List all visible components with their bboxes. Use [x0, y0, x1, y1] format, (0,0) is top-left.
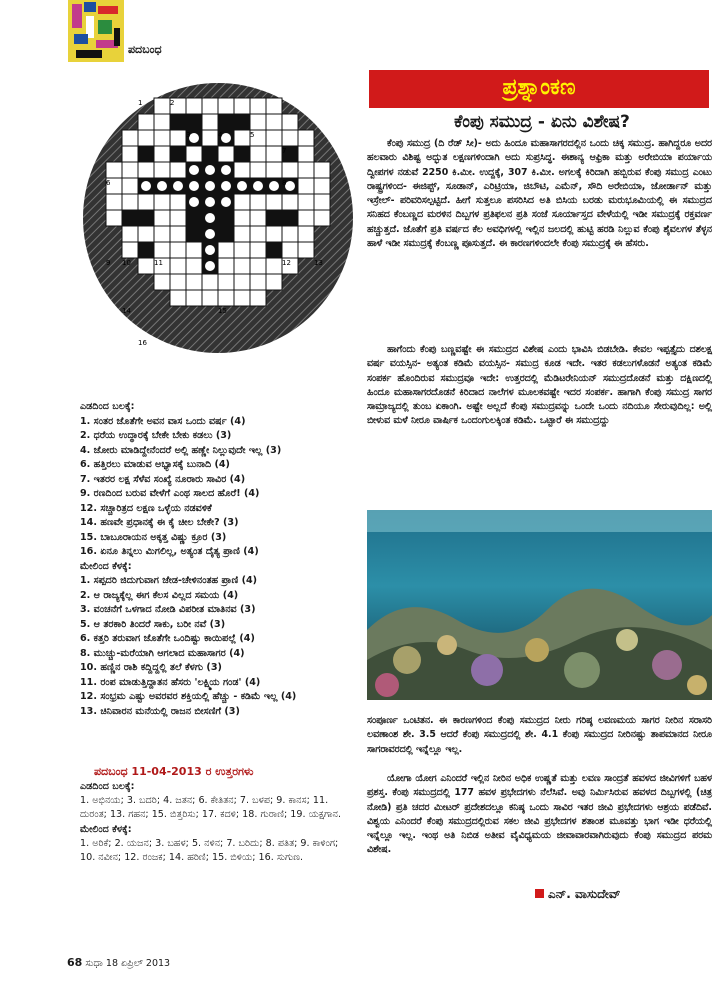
grid-cell[interactable] [266, 226, 282, 242]
grid-cell[interactable] [298, 194, 314, 210]
grid-cell[interactable] [186, 274, 202, 290]
grid-block [122, 210, 138, 226]
flower-ornament-icon [205, 197, 215, 207]
section-banner-title: ಪ್ರಶ್ನಾಂಕಣ [502, 75, 576, 100]
flower-ornament-icon [221, 181, 231, 191]
grid-cell[interactable] [218, 98, 234, 114]
grid-cell[interactable] [186, 290, 202, 306]
grid-cell[interactable] [298, 130, 314, 146]
grid-cell[interactable] [202, 130, 218, 146]
down-clue: 8. ಮುಚ್ಚು-ಮರೆಯಾಗಿ ಆಗಲಾದ ಮಹಾಸಾಗರ (4) [80, 647, 245, 659]
flower-ornament-icon [221, 133, 231, 143]
grid-cell[interactable] [282, 114, 298, 130]
clue-number: 16 [138, 339, 147, 347]
page-number: 68 [67, 956, 83, 969]
clue-number: 3 [186, 131, 191, 139]
answers-across-text: 1. ಅಭಿನಯ; 3. ಬದರಿ; 4. ಜತನ; 6. ಕೇತಿತನ; 7. ಬಳಪ; 9. ಕಾನಸ; 11. ದುರಂತ; 13. ಗಹನ; 15. ಬಿತ್ತರಿಸು; 17. ಕದಳಿ; 18. ಗುರಾಣಿ; 19. ಯಕ್ಷಗಾನ. [80, 795, 342, 821]
grid-cell[interactable] [106, 194, 122, 210]
grid-cell[interactable] [234, 194, 250, 210]
flower-ornament-icon [141, 181, 151, 191]
grid-cell[interactable] [298, 146, 314, 162]
flower-ornament-icon [189, 181, 199, 191]
flower-ornament-icon [205, 245, 215, 255]
grid-cell[interactable] [234, 290, 250, 306]
grid-cell[interactable] [282, 162, 298, 178]
grid-cell[interactable] [234, 258, 250, 274]
answers-down-heading: ಮೇಲಿಂದ ಕೆಳಕ್ಕೆ: [80, 823, 132, 835]
author-byline [535, 887, 620, 902]
grid-cell[interactable] [138, 226, 154, 242]
flower-ornament-icon [189, 197, 199, 207]
grid-cell[interactable] [250, 210, 266, 226]
grid-cell[interactable] [266, 258, 282, 274]
grid-cell[interactable] [234, 130, 250, 146]
grid-cell[interactable] [298, 210, 314, 226]
grid-cell[interactable] [314, 194, 330, 210]
clue-lists [80, 400, 370, 719]
grid-block [170, 114, 186, 130]
grid-cell[interactable] [266, 98, 282, 114]
grid-cell[interactable] [314, 210, 330, 226]
grid-cell[interactable] [266, 162, 282, 178]
grid-cell[interactable] [154, 146, 170, 162]
grid-cell[interactable] [234, 274, 250, 290]
grid-cell[interactable] [250, 162, 266, 178]
grid-block [202, 146, 218, 162]
grid-cell[interactable] [122, 178, 138, 194]
grid-cell[interactable] [170, 162, 186, 178]
down-heading: ಮೇಲಿಂದ ಕೆಳಕ್ಕೆ: [80, 560, 132, 572]
grid-cell[interactable] [298, 226, 314, 242]
grid-cell[interactable] [314, 162, 330, 178]
grid-cell[interactable] [138, 162, 154, 178]
grid-block [186, 114, 202, 130]
grid-cell[interactable] [170, 258, 186, 274]
answers-down-text: 1. ಅರಿಕೆ; 2. ಯಜನ; 3. ಬಹಳ; 5. ನಳಿನ; 7. ಬರಿದು; 8. ಪತಿತ; 9. ಕಾಳಿಂಗ; 10. ನವೀನ; 12. ರಂಜಕ; 14. ಹರಿಣಿ; 15. ಬಿಳಿಯ; 16. ಸುಗುಣ. [80, 837, 339, 864]
grid-cell[interactable] [234, 226, 250, 242]
flower-ornament-icon [205, 165, 215, 175]
grid-block [138, 242, 154, 258]
crossword-logo-icon [68, 0, 124, 62]
across-clue: 7. ಇತರರ ಲಕ್ಷ ಸೆಳೆವ ಸಂಖ್ಯೆ ನೂರಾರು ಸಾವಿರ (4) [80, 473, 246, 485]
article-paragraph: ಸಂಪೂರ್ಣ ಒಂಟಿತನ. ಈ ಕಾರಣಗಳಿಂದ ಕೆಂಪು ಸಮುದ್ರದ ನೀರು ಗರಿಷ್ಠ ಲವಣಮಯ ಸಾಗರ ನೀರಿನ ಸರಾಸರಿ ಲವಣಾಂಶ ಶೇ. 3.5 ಆದರೆ ಕೆಂಪು ಸಮುದ್ರದಲ್ಲಿ ಶೇ. 4.1 ಕೆಂಪು ಸಮುದ್ರದ ನೀರಿನಷ್ಟು ತಾಪಮಾನದ ನೀರೂ ಸಾಗರಾವರದಲ್ಲಿ ಇನ್ನೆಲ್ಲೂ ಇಲ್ಲ. [367, 715, 712, 755]
grid-cell[interactable] [186, 98, 202, 114]
down-clue: 1. ಸಪ್ಪದರಿ ಜಿದುಗುವಾಗ ಜೇಡ-ಚೇಳಿನಂತಹ ಪ್ರಾಣಿ (4) [80, 575, 258, 586]
answers-block [80, 780, 352, 865]
across-heading: ಎಡದಿಂದ ಬಲಕ್ಕೆ: [80, 401, 135, 412]
flower-ornament-icon [157, 181, 167, 191]
grid-cell[interactable] [138, 258, 154, 274]
grid-cell[interactable] [138, 114, 154, 130]
grid-cell[interactable] [202, 114, 218, 130]
clue-number: 2 [170, 99, 175, 107]
down-clue: 6. ಕತ್ತರಿ ತರುವಾಗ ಜೊತೆಗೇ ಒಂದಿಷ್ಟು ಕಾಯಿಪಲ್ಲೆ (4) [80, 633, 255, 644]
across-clue: 2. ಧರೆಯ ಉದ್ಧಾರಕ್ಕೆ ಬೇಕೇ ಬೇಕು ಕಡಲು (3) [80, 430, 232, 441]
across-clue: 15. ಬಾಬೂರಾಯನ ಅಕ್ಕತ್ತ ವಿಷ್ಣು ಕ್ರೂರ (3) [80, 531, 227, 543]
grid-cell[interactable] [170, 194, 186, 210]
grid-cell[interactable] [106, 162, 122, 178]
flower-ornament-icon [173, 181, 183, 191]
grid-cell[interactable] [250, 98, 266, 114]
grid-cell[interactable] [298, 162, 314, 178]
clue-number: 6 [106, 179, 111, 187]
clue-number: 11 [154, 259, 163, 267]
red-square-icon [535, 889, 544, 898]
grid-cell[interactable] [122, 194, 138, 210]
clue-number: 7 [282, 147, 287, 155]
grid-cell[interactable] [170, 290, 186, 306]
grid-cell[interactable] [250, 146, 266, 162]
section-name: ಪದಬಂಧ [128, 43, 162, 56]
grid-block [138, 146, 154, 162]
grid-cell[interactable] [122, 162, 138, 178]
grid-cell[interactable] [234, 242, 250, 258]
grid-cell[interactable] [154, 274, 170, 290]
down-clue: 11. ರಂಪ ಮಾಡುತ್ತಿದ್ದಾತನ ಹೆಸರು 'ಲಕ್ಷ್ಮಿಯ ಗಂಡ' (4) [80, 676, 261, 688]
flower-ornament-icon [253, 181, 263, 191]
flower-ornament-icon [269, 181, 279, 191]
grid-block [282, 210, 298, 226]
grid-cell[interactable] [234, 210, 250, 226]
grid-cell[interactable] [250, 290, 266, 306]
grid-block [186, 210, 202, 226]
down-clue: 3. ವಂಚನೆಗೆ ಒಳಗಾದ ನೋಡಿ ವಿಪರೀತ ಮಾತಿನವ (3) [80, 604, 256, 615]
clue-number: 1 [138, 99, 143, 107]
across-clue: 12. ಸಚ್ಚಾರಿತ್ರದ ಲಕ್ಷಣ ಒಳ್ಳೆಯ ನಡವಳಿಕೆ [80, 502, 212, 514]
flower-ornament-icon [205, 229, 215, 239]
flower-ornament-icon [221, 165, 231, 175]
grid-cell[interactable] [122, 242, 138, 258]
grid-cell[interactable] [282, 130, 298, 146]
grid-cell[interactable] [170, 226, 186, 242]
grid-cell[interactable] [282, 226, 298, 242]
grid-cell[interactable] [186, 146, 202, 162]
grid-cell[interactable] [138, 130, 154, 146]
grid-block [266, 210, 282, 226]
flower-ornament-icon [237, 181, 247, 191]
grid-cell[interactable] [154, 114, 170, 130]
flower-ornament-icon [189, 165, 199, 175]
grid-cell[interactable] [218, 290, 234, 306]
flower-ornament-icon [205, 213, 215, 223]
grid-cell[interactable] [138, 194, 154, 210]
down-clue: 13. ಚಿನಿವಾರನ ಮನೆಯಲ್ಲಿ ರಾಜನ ಬೀಸಣಿಗೆ (3) [80, 705, 240, 717]
grid-cell[interactable] [154, 130, 170, 146]
grid-cell[interactable] [250, 274, 266, 290]
grid-cell[interactable] [154, 242, 170, 258]
grid-cell[interactable] [218, 258, 234, 274]
grid-cell[interactable] [218, 274, 234, 290]
clue-number: 9 [106, 259, 111, 267]
grid-cell[interactable] [250, 114, 266, 130]
down-clue: 12. ಸಂಭ್ರಮ ಎಷ್ಟು ಅವರವರ ಶಕ್ತಿಯಲ್ಲಿ ಹೆಚ್ಚು - ಕಡಿಮೆ ಇಲ್ಲ (4) [80, 691, 297, 702]
grid-block [234, 114, 250, 130]
grid-cell[interactable] [170, 274, 186, 290]
grid-cell[interactable] [298, 242, 314, 258]
flower-ornament-icon [205, 261, 215, 271]
grid-cell[interactable] [234, 98, 250, 114]
grid-cell[interactable] [154, 162, 170, 178]
clue-number: 8 [282, 179, 287, 187]
answers-title: ಪದಬಂಧ 11-04-2013 ರ ಉತ್ತರಗಳು [94, 765, 254, 778]
down-clue: 5. ಆ ತರಕಾರಿ ತಿಂದರೆ ಸಾಕು, ಬರೀ ನವೆ (3) [80, 618, 226, 630]
answers-across-heading: ಎಡದಿಂದ ಬಲಕ್ಕೆ: [80, 781, 135, 792]
across-clue: 14. ಹಣವೇ ಪ್ರಧಾನಕ್ಕೆ ಈ ಕೈ ಚೀಲ ಬೇಕೇ? (3) [80, 517, 239, 528]
grid-block [218, 226, 234, 242]
down-clue: 10. ಹಣ್ಣಿನ ರಾಶಿ ಕದ್ದಿದ್ದಲ್ಲಿ ತಲೆ ಕೆಳಗು (3) [80, 662, 222, 673]
grid-cell[interactable] [170, 242, 186, 258]
grid-block [138, 210, 154, 226]
grid-cell[interactable] [186, 242, 202, 258]
grid-cell[interactable] [266, 130, 282, 146]
flower-ornament-icon [285, 181, 295, 191]
coral-reef-photo [367, 510, 712, 700]
grid-cell[interactable] [154, 194, 170, 210]
across-clue: 16. ಏನೂ ತಿನ್ನಲು ಮಿಗಲಿಲ್ಲ, ಅತ್ಯಂತ ದೈತ್ಯ ಪ್ರಾಣಿ (4) [80, 546, 259, 557]
flower-ornament-icon [221, 197, 231, 207]
grid-cell[interactable] [218, 146, 234, 162]
clue-number: 4 [218, 131, 223, 139]
grid-cell[interactable] [266, 274, 282, 290]
clue-number: 10 [122, 259, 131, 267]
grid-cell[interactable] [186, 258, 202, 274]
grid-cell[interactable] [106, 210, 122, 226]
flower-ornament-icon [205, 181, 215, 191]
grid-cell[interactable] [154, 210, 170, 226]
grid-cell[interactable] [122, 146, 138, 162]
article-paragraph: ಯೋಗಾ ಯೋಗ ಎನಿಂದರೆ ಇಲ್ಲಿನ ನೀರಿನ ಅಧಿಕ ಉಷ್ಣತೆ ಮತ್ತು ಲವಣ ಸಾಂದ್ರತೆ ಹವಳದ ಜೀವಿಗಳಿಗೆ ಬಹಳ ಪ್ರಶಸ್ತ. ಕೆಂಪು ಸಮುದ್ರದಲ್ಲಿ 177 ಹವಳ ಪ್ರಭೇದಗಳು ನೆಲೆಸಿವೆ. ಅವು ನಿರ್ಮಿಸಿರುವ ಹವಳದ ದಿಬ್ಬಗಳಲ್ಲಿ (ಚಿತ್ರ ನೋಡಿ) ಪ್ರತಿ ಚದರ ಮೀಟರ್ ಪ್ರದೇಶದಲ್ಲೂ ಕನಿಷ್ಠ ಒಂದು ಸಾವಿರ ಇತರ ಜೀವಿ ಪ್ರಭೇದಗಳು ಆಶ್ರಯ ಪಡೆದಿವೆ. ವಿಶ್ವಯ ಎನಿಂದರೆ ಕೆಂಪು ಸಮುದ್ರದಲ್ಲಿರುವ ಸಕಲ ಜೀವಿ ಪ್ರಭೇದಗಳ ಶತಾಂಶ ಮೂವತ್ತು ಭಾಗ ಇಡೀ ಧರೆಯಲ್ಲಿ ಇನ್ನೆಲ್ಲೂ ಇಲ್ಲ. ಇಂಥ ಅತಿ ನಿಬಿಡ ಅತೀವ ವೈವಿಧ್ಯಮಯ ಜೀವಾವಾರವಾಗಿರುವುದು ಕೆಂಪು ಸಮುದ್ರದ ಪರಮ ವಿಶೇಷ. [367, 773, 712, 856]
grid-cell[interactable] [314, 178, 330, 194]
grid-cell[interactable] [250, 226, 266, 242]
grid-cell[interactable] [202, 98, 218, 114]
grid-block [186, 226, 202, 242]
grid-cell[interactable] [202, 274, 218, 290]
grid-block [234, 146, 250, 162]
grid-cell[interactable] [250, 242, 266, 258]
grid-block [266, 242, 282, 258]
article-paragraph: ಕೆಂಪು ಸಮುದ್ರ (ದಿ ರೆಡ್ ಸೀ)- ಅದು ಹಿಂದೂ ಮಹಾಸಾಗರದಲ್ಲಿನ ಒಂದು ಚಿಕ್ಕ ಸಮುದ್ರ. ಹಾಗಿದ್ದರೂ ಅದರ ಹಲವಾರು ವಿಶಿಷ್ಟ ಅದ್ಭುತ ಲಕ್ಷಣಗಳಿಂದಾಗಿ ಅದು ಸುಪ್ರಸಿದ್ಧ. ಈಶಾನ್ಯ ಆಫ್ರಿಕಾ ಮತ್ತು ಅರೇಬಿಯಾ ಪರ್ಯಾಯ ದ್ವೀಪಗಳ ನಡುವೆ 2250 ಕಿ.ಮೀ. ಉದ್ದಕ್ಕೆ, 307 ಕಿ.ಮೀ. ಅಗಲಕ್ಕೆ ಕಿರಿದಾಗಿ ಹಬ್ಬಿರುವ ಕೆಂಪು ಸಮುದ್ರ ಎಂಟು ರಾಷ್ಟ್ರಗಳಿಂದ- ಈಜಿಪ್ಟ್, ಸೂಡಾನ್, ಎರಿಟ್ರಿಯಾ, ಜಿಬೌಟಿ, ಎಮೆನ್, ಸೌದಿ ಅರೇಬಿಯಾ, ಜೋರ್ಡಾನ್ ಮತ್ತು ಇಸ್ರೇಲ್- ಪರಿವರಿಸಲ್ಪಟ್ಟಿದೆ. ಹೀಗೆ ಸುತ್ತಲೂ ಪಸರಿಸಿದ ಅತಿ ಬಿಸಿಯ ಬರಡು ಮರುಭೂಮಿಯಲ್ಲಿ ಈ ಸಮುದ್ರದ ಸನಿಹದ ಕೆಂಬಣ್ಣದ ಮರಳಿನ ದಿಬ್ಬಗಳ ಪ್ರತಿಫಲನ ಪ್ರತಿ ಸಂಜೆ ಸೂರ್ಯಾಸ್ತದ ವೇಳೆಯಲ್ಲಿ ಇಡೀ ಸಮುದ್ರಕ್ಕೆ ರಕ್ತವರ್ಣ ಹಚ್ಚುತ್ತದೆ. ಜೊತೆಗೆ ಪ್ರತಿ ವರ್ಷದ ಕೆಲ ಅವಧಿಗಳಲ್ಲಿ ಇಲ್ಲಿನ ಜಲದಲ್ಲಿ ಹುಟ್ಟಿ ಹರಡಿ ನಿಲ್ಲುವ ಕೆಂಪು ಶೈವಲಗಳ ತೆಳ್ಳನ ಹಾಳೆ ಇಡೀ ಸಮುದ್ರಕ್ಕೆ ಕೆಂಬಣ್ಣ ಪೂಸುತ್ತದೆ. ಈ ಕಾರಣಗಳಿಂದಲೇ ಕೆಂಪು ಸಮುದ್ರಕ್ಕೆ ಈ ಹೆಸರು. [367, 138, 712, 250]
grid-cell[interactable] [202, 290, 218, 306]
clue-number: 14 [122, 307, 131, 315]
grid-cell[interactable] [170, 210, 186, 226]
page-footer [67, 956, 170, 969]
across-clue: 4. ಜೋರು ಮಾಡಿದ್ದೇನೆಂದರೆ ಅಲ್ಲಿ ಹಣ್ಣೇ ನಿಲ್ಲುವುದೇ ಇಲ್ಲ (3) [80, 444, 282, 456]
section-banner [369, 70, 709, 108]
grid-cell[interactable] [282, 194, 298, 210]
grid-block [170, 146, 186, 162]
crossword-puzzle[interactable] [82, 82, 354, 354]
down-clue: 2. ಆ ರಾಜ್ಯಕ್ಕೆಲ್ಲ ಈಗ ಕೆಲಸ ವಿಲ್ಲದ ಸಮಯ (4) [80, 589, 239, 601]
grid-cell[interactable] [250, 258, 266, 274]
grid-block [218, 210, 234, 226]
grid-cell[interactable] [170, 130, 186, 146]
clue-number: 5 [250, 131, 255, 139]
grid-cell[interactable] [250, 194, 266, 210]
grid-cell[interactable] [266, 146, 282, 162]
grid-block [218, 114, 234, 130]
across-clue: 9. ರಣದಿಂದ ಬರುವ ವೇಳೆಗೆ ಎಂಥ ಸಾಲದ ಹೊರೆ! (4) [80, 488, 260, 499]
grid-cell[interactable] [282, 242, 298, 258]
publication-line: ಸುಧಾ 18 ಏಪ್ರಿಲ್ 2013 [85, 958, 171, 969]
grid-cell[interactable] [154, 98, 170, 114]
grid-cell[interactable] [218, 242, 234, 258]
grid-cell[interactable] [298, 178, 314, 194]
grid-cell[interactable] [234, 162, 250, 178]
grid-cell[interactable] [266, 114, 282, 130]
across-clue: 1. ಸಂತರ ಜೊತೆಗೇ ಅವನ ವಾಸ ಒಂದು ವರ್ಷ (4) [80, 415, 246, 427]
clue-number: 12 [282, 259, 291, 267]
grid-cell[interactable] [154, 226, 170, 242]
clue-number: 13 [314, 259, 323, 267]
grid-cell[interactable] [122, 130, 138, 146]
article-paragraph: ಹಾಗೆಂದು ಕೆಂಪು ಬಣ್ಣವಷ್ಟೇ ಈ ಸಮುದ್ರದ ವಿಶೇಷ ಎಂದು ಭಾವಿಸಿ ಬಿಡಬೇಡಿ. ಕೇವಲ ಇಪ್ಪತ್ತೈದು ದಶಲಕ್ಷ ವರ್ಷ ವಯಸ್ಸಿನ- ಅತ್ಯಂತ ಕಡಿಮೆ ವಯಸ್ಸಿನ- ಸಮುದ್ರ ಕೂಡ ಇದೇ. ಇತರ ಕಡಲುಗಳೊಡನೆ ಅತ್ಯಂತ ಕಡಿಮೆ ಸಂಪರ್ಕ ಹೊಂದಿರುವ ಸಮುದ್ರವೂ ಇದೇ: ಉತ್ತರದಲ್ಲಿ ಮೆಡಿಟರೇನಿಯನ್ ಸಮುದ್ರದೊಡನೆ ಮತ್ತು ದಕ್ಷಿಣದಲ್ಲಿ ಹಿಂದೂ ಮಹಾಸಾಗರದೊಡನೆ ಕಿರಿದಾದ ನಾಲೆಗಳ ಮೂಲಕವಷ್ಟೇ ಇದರ ಸಂಪರ್ಕ. ಹಾಗಾಗಿ ಕೆಂಪು ಸಮುದ್ರ ಸಾಗರ ಸಾಮ್ರಾಜ್ಯದಲ್ಲಿ ತುಂಬ ಏಕಾಂಗಿ. ಅಷ್ಟೇ ಅಲ್ಲದೆ ಕೆಂಪು ಸಮುದ್ರವನ್ನು ಒಂದೇ ಒಂದು ನದಿಯೂ ಸೇರುವುದಿಲ್ಲ: ಅಲ್ಲಿ ಬೀಳುವ ಮಳೆ ನೀರೂ ವಾರ್ಷಿಕ ಒಂದಂಗುಲಕ್ಕಿಂತ ಕಡಿಮೆ. ಒಟ್ಟಾರೆ ಈ ಸಮುದ್ರದ್ದು [367, 344, 712, 427]
grid-cell[interactable] [122, 226, 138, 242]
author-name: ಎನ್. ವಾಸುದೇವ್ [548, 887, 621, 901]
clue-number: 15 [218, 307, 227, 315]
across-clue: 6. ಹತ್ತಿರಲು ಮಾಡುವ ಅಭ್ಯಾಸಕ್ಕೆ ಬುನಾದಿ (4) [80, 459, 230, 470]
grid-cell[interactable] [266, 194, 282, 210]
article-title: ಕೆಂಪು ಸಮುದ್ರ - ಏನು ವಿಶೇಷ? [454, 112, 630, 132]
flower-ornament-icon [189, 133, 199, 143]
